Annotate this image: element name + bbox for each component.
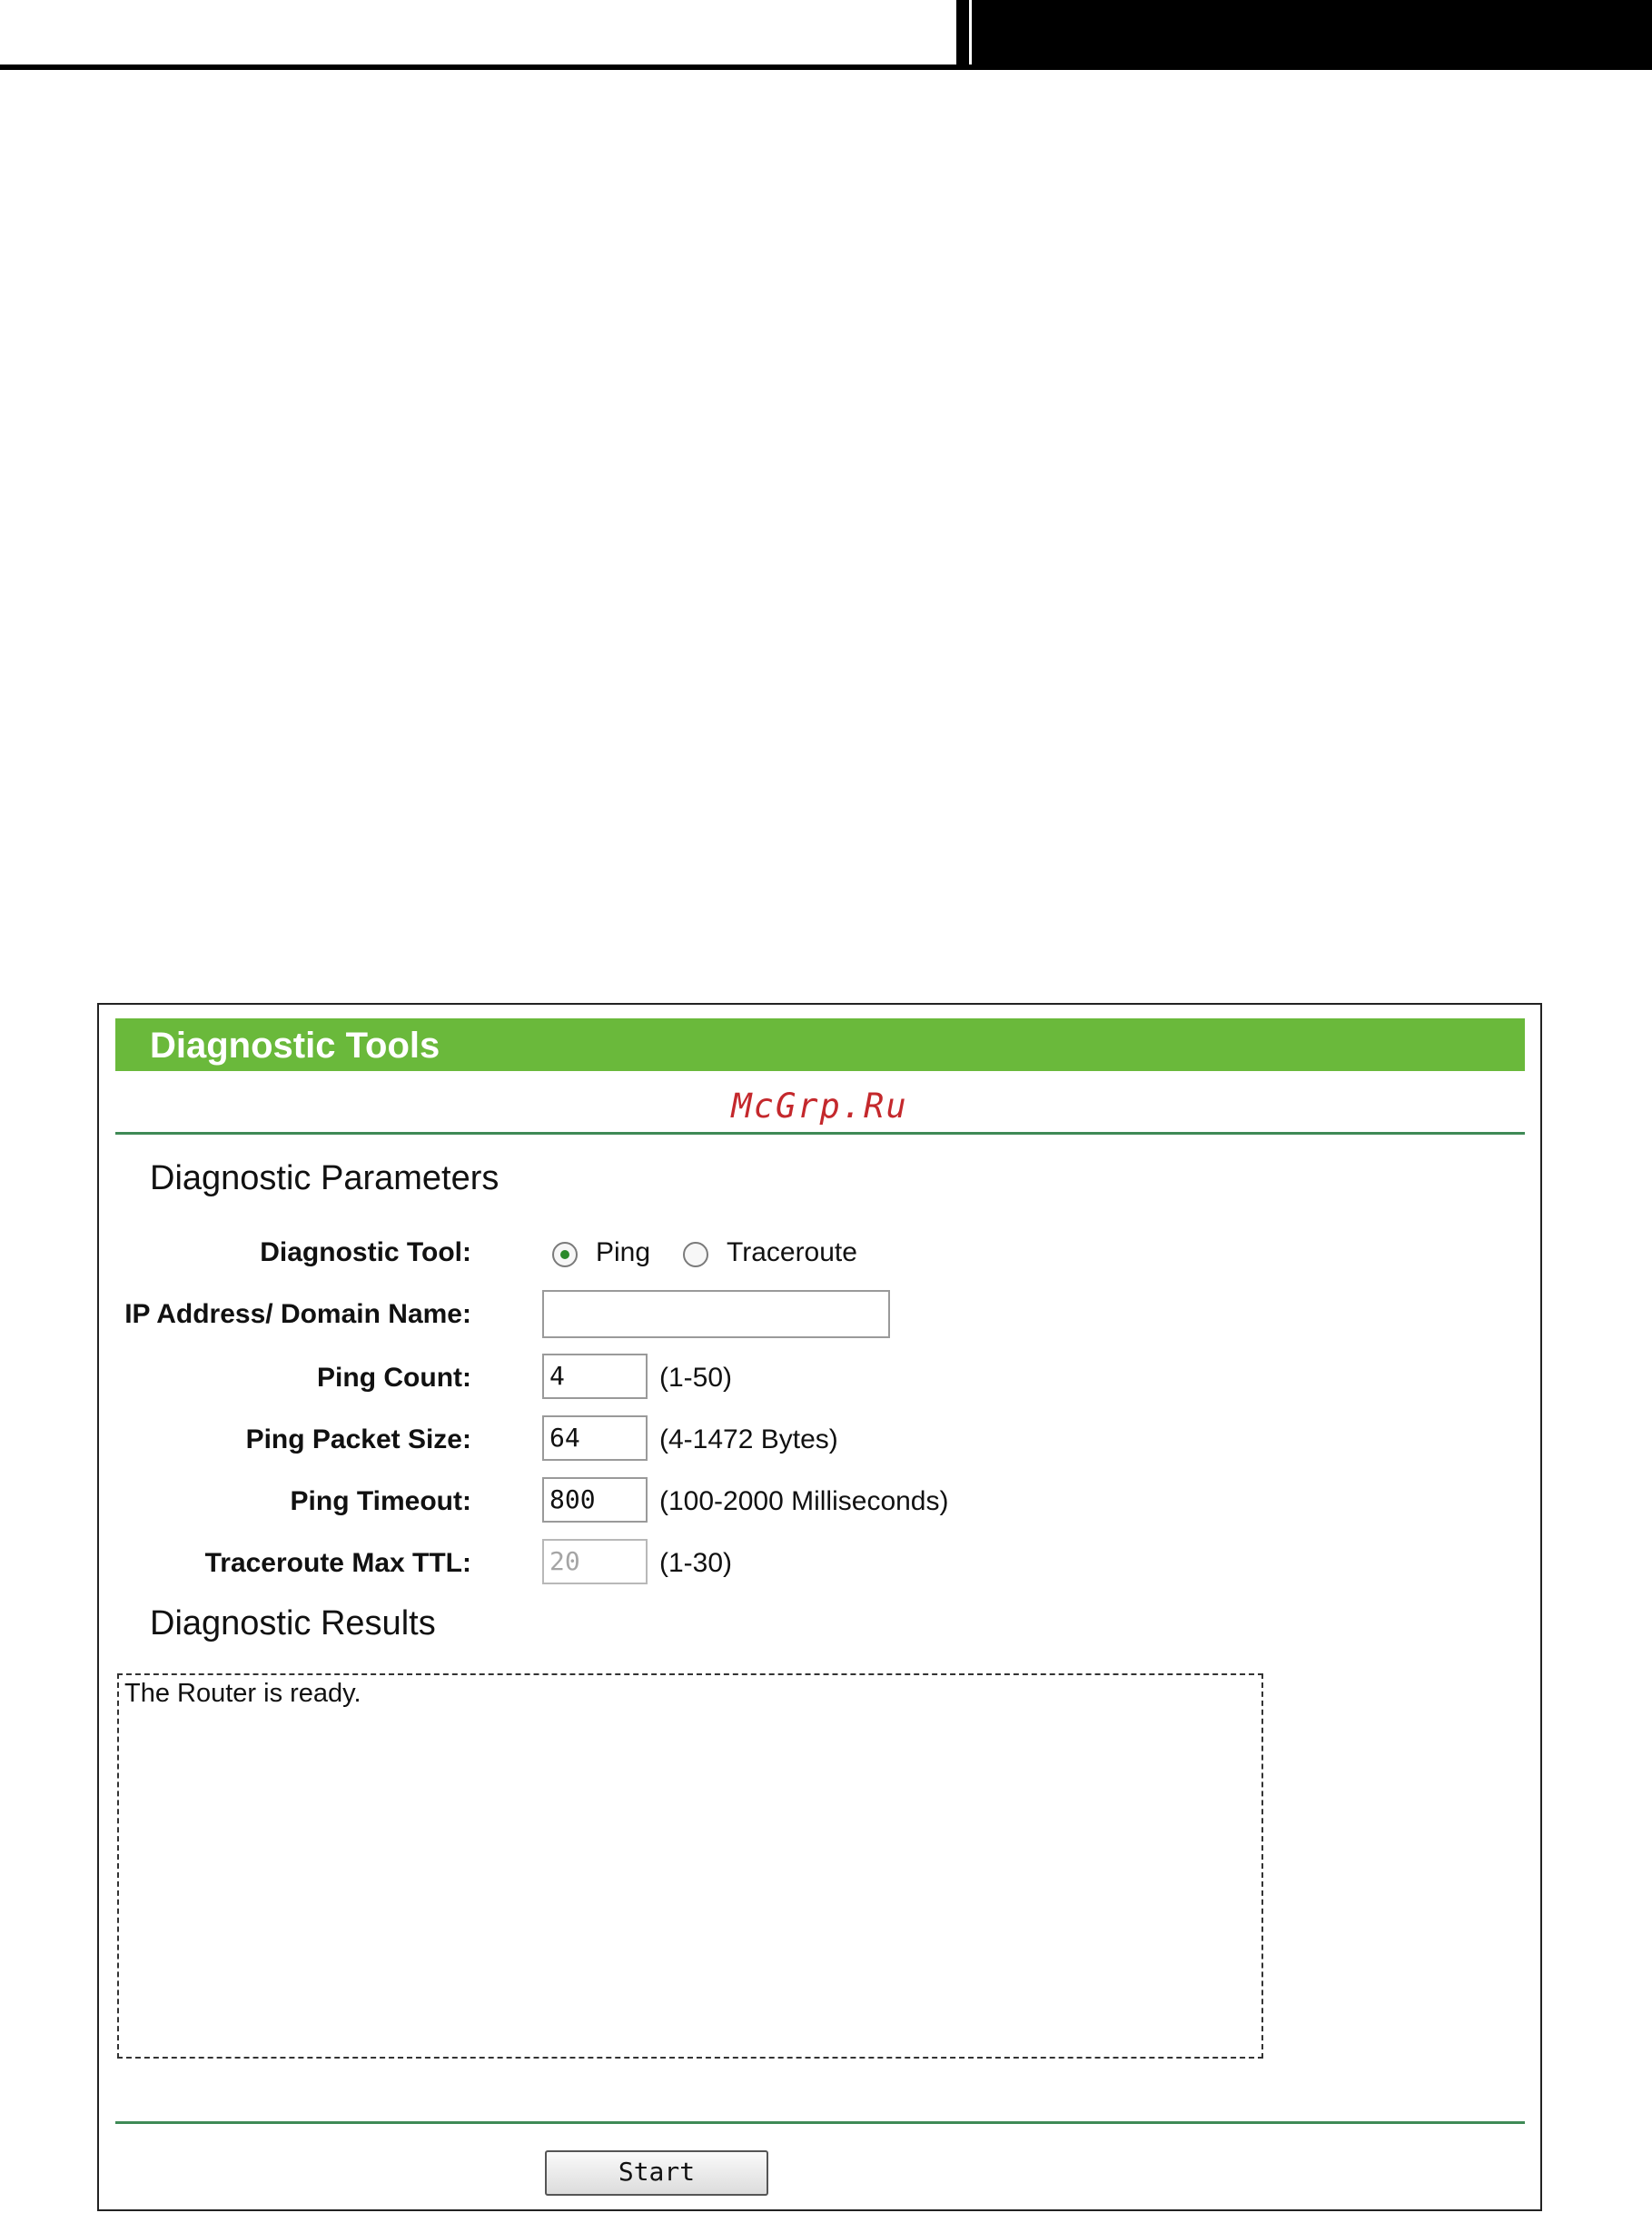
ping-radio[interactable]: [552, 1242, 578, 1267]
watermark-text: McGrp.Ru: [731, 1087, 908, 1126]
ping-count-input[interactable]: 4: [542, 1354, 648, 1399]
parameters-heading: Diagnostic Parameters: [150, 1159, 500, 1197]
top-divider: [115, 1132, 1525, 1135]
diagnostic-tools-panel: [97, 1003, 1542, 2211]
ip-address-label: IP Address/ Domain Name:: [124, 1299, 471, 1329]
ip-address-input[interactable]: [542, 1290, 890, 1338]
diagnostic-results-box: [117, 1673, 1263, 2059]
results-heading: Diagnostic Results: [150, 1604, 436, 1642]
diagnostic-tool-label: Diagnostic Tool:: [260, 1237, 471, 1267]
ping-radio-label[interactable]: Ping: [596, 1237, 651, 1267]
start-button[interactable]: Start: [545, 2150, 768, 2196]
panel-title-bar: [115, 1018, 1525, 1071]
header-black-block: [956, 0, 1652, 70]
results-text: The Router is ready.: [124, 1679, 361, 1708]
bottom-divider: [115, 2121, 1525, 2124]
ping-count-label: Ping Count:: [317, 1363, 471, 1393]
radio-selected-dot: [560, 1250, 569, 1259]
ping-count-hint: (1-50): [659, 1363, 733, 1393]
ping-packet-size-label: Ping Packet Size:: [245, 1424, 471, 1454]
ping-packet-size-input[interactable]: 64: [542, 1415, 648, 1461]
traceroute-radio[interactable]: [683, 1242, 708, 1267]
traceroute-max-ttl-input: 20: [542, 1539, 648, 1584]
traceroute-radio-label[interactable]: Traceroute: [727, 1237, 857, 1267]
ping-timeout-hint: (100-2000 Milliseconds): [659, 1486, 949, 1516]
ping-timeout-label: Ping Timeout:: [290, 1486, 471, 1516]
traceroute-max-ttl-label: Traceroute Max TTL:: [204, 1548, 471, 1578]
ping-packet-size-hint: (4-1472 Bytes): [659, 1424, 838, 1454]
panel-title: Diagnostic Tools: [150, 1026, 440, 1066]
header-rule: [0, 65, 966, 70]
traceroute-max-ttl-hint: (1-30): [659, 1548, 733, 1578]
ping-timeout-input[interactable]: 800: [542, 1477, 648, 1523]
